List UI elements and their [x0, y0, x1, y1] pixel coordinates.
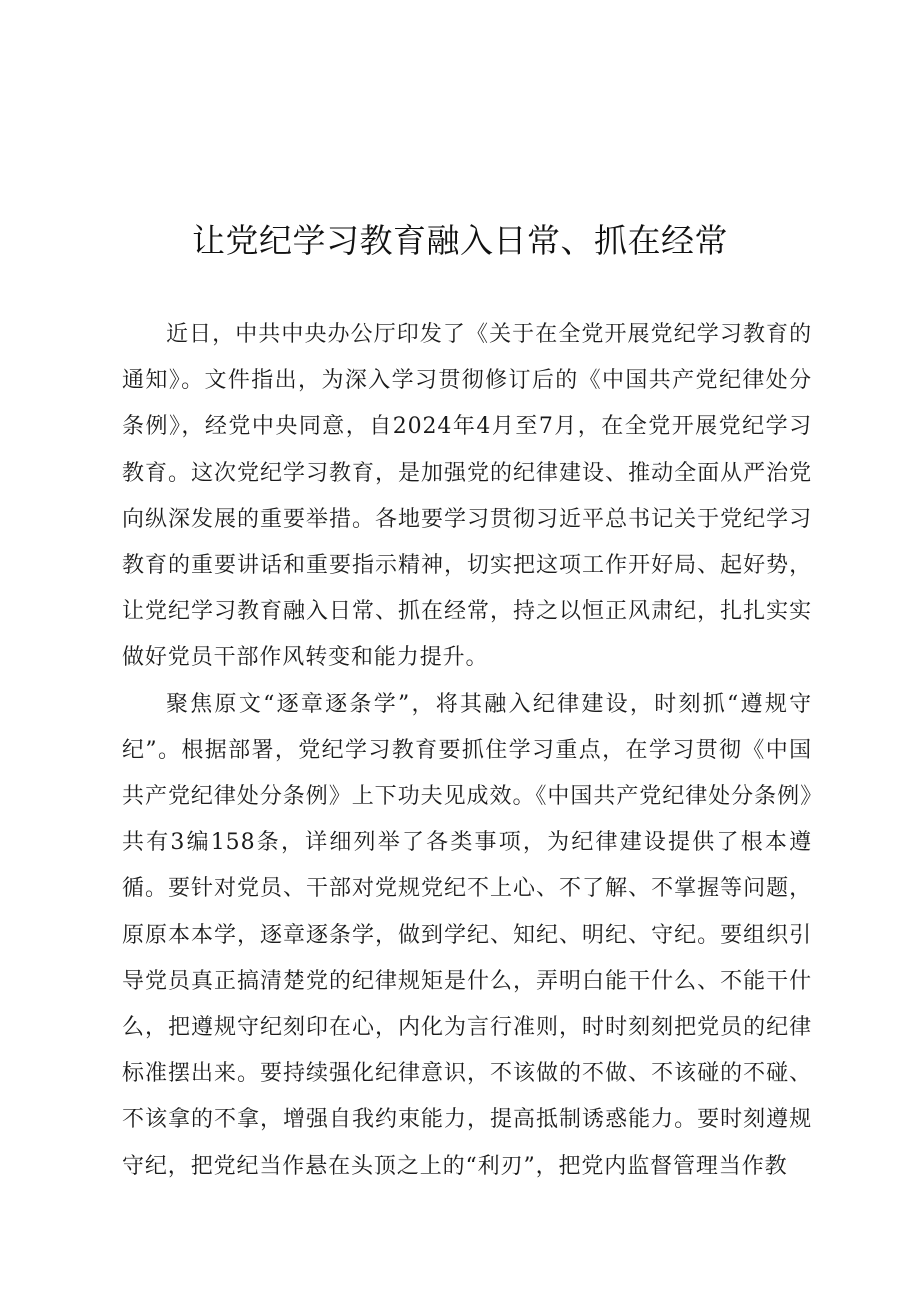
document-title: 让党纪学习教育融入日常、抓在经常 — [192, 221, 728, 260]
paragraph-2: 聚焦原文“逐章逐条学”，将其融入纪律建设，时刻抓“遵规守纪”。根据部署，党纪学习教育要抓住学习重点，在学习贯彻《中国共产党纪律处分条例》上下功夫见成效。《中国共产党纪律处分条例》共有3编158条，详细列举了各类事项，为纪律建设提供了根本遵循。要针对党员、干部对党规党纪不上心、不了解、不掌握等问题，原原本本学，逐章逐条学，做到学纪、知纪、明纪、守纪。要组织引导党员真正搞清楚党的纪律规矩是什么，弄明白能干什么、不能干什么，把遵规守纪刻印在心，内化为言行准则，时时刻刻把党员的纪律标准摆出来。要持续强化纪律意识，不该做的不做、不该碰的不碰、不该拿的不拿，增强自我约束能力，提高抵制诱惑能力。要时刻遵规守纪，把党纪当作悬在头顶之上的“利刃”，把党内监督管理当作教 — [122, 691, 812, 1179]
document-body — [122, 312, 812, 1190]
paragraph-1: 近日，中共中央办公厅印发了《关于在全党开展党纪学习教育的通知》。文件指出，为深入学习贯彻修订后的《中国共产党纪律处分条例》，经党中央同意，自2024年4月至7月，在全党开展党纪学习教育。这次党纪学习教育，是加强党的纪律建设、推动全面从严治党向纵深发展的重要举措。各地要学习贯彻习近平总书记关于党纪学习教育的重要讲话和重要指示精神，切实把这项工作开好局、起好势，让党纪学习教育融入日常、抓在经常，持之以恒正风肃纪，扎扎实实做好党员干部作风转变和能力提升。 — [122, 322, 812, 671]
